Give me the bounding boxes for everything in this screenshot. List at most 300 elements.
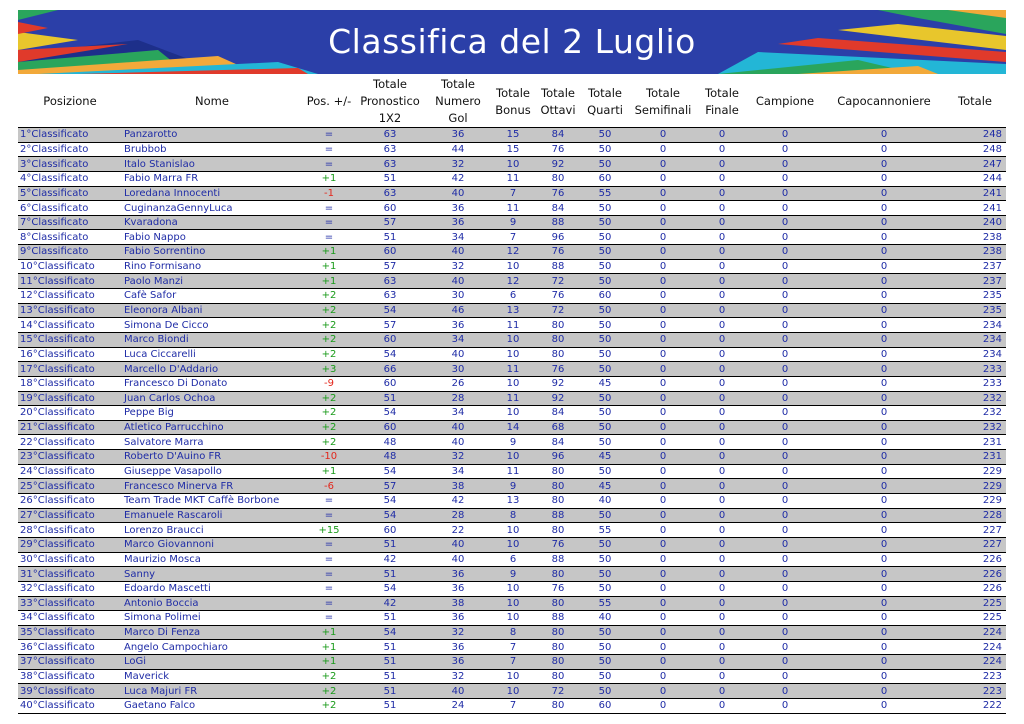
cell-pos-diff: -1 bbox=[302, 186, 356, 201]
cell-nome: Simona De Cicco bbox=[122, 318, 302, 333]
table-row bbox=[18, 450, 1006, 465]
cell-bonus: 7 bbox=[492, 640, 534, 655]
cell-pos-diff: = bbox=[302, 537, 356, 552]
table-row bbox=[18, 698, 1006, 713]
cell-numero-gol: 40 bbox=[424, 552, 492, 567]
cell-bonus: 15 bbox=[492, 128, 534, 143]
cell-finale: 0 bbox=[698, 376, 746, 391]
cell-semifinali: 0 bbox=[628, 537, 698, 552]
cell-finale: 0 bbox=[698, 464, 746, 479]
cell-campione: 0 bbox=[746, 450, 824, 465]
cell-posizione: 37°Classificato bbox=[18, 655, 122, 670]
cell-numero-gol: 34 bbox=[424, 332, 492, 347]
cell-pos-diff: = bbox=[302, 215, 356, 230]
cell-posizione: 27°Classificato bbox=[18, 508, 122, 523]
cell-posizione: 26°Classificato bbox=[18, 494, 122, 509]
table-row bbox=[18, 347, 1006, 362]
cell-posizione: 17°Classificato bbox=[18, 362, 122, 377]
cell-posizione: 33°Classificato bbox=[18, 596, 122, 611]
cell-finale: 0 bbox=[698, 245, 746, 260]
cell-posizione: 4°Classificato bbox=[18, 171, 122, 186]
header-posizione: Posizione bbox=[18, 76, 122, 128]
cell-quarti: 55 bbox=[582, 596, 628, 611]
cell-campione: 0 bbox=[746, 479, 824, 494]
cell-finale: 0 bbox=[698, 318, 746, 333]
table-row bbox=[18, 186, 1006, 201]
cell-pos-diff: +2 bbox=[302, 435, 356, 450]
table-row bbox=[18, 611, 1006, 626]
cell-finale: 0 bbox=[698, 303, 746, 318]
cell-numero-gol: 36 bbox=[424, 567, 492, 582]
cell-nome: Antonio Boccia bbox=[122, 596, 302, 611]
cell-bonus: 10 bbox=[492, 376, 534, 391]
cell-bonus: 10 bbox=[492, 523, 534, 538]
cell-posizione: 19°Classificato bbox=[18, 391, 122, 406]
table-row bbox=[18, 332, 1006, 347]
table-row bbox=[18, 523, 1006, 538]
cell-totale: 248 bbox=[944, 128, 1006, 143]
cell-ottavi: 80 bbox=[534, 347, 582, 362]
cell-quarti: 50 bbox=[582, 669, 628, 684]
cell-quarti: 50 bbox=[582, 464, 628, 479]
cell-finale: 0 bbox=[698, 669, 746, 684]
header-totale-bonus: Totale Bonus bbox=[492, 76, 534, 128]
cell-campione: 0 bbox=[746, 259, 824, 274]
cell-numero-gol: 32 bbox=[424, 157, 492, 172]
cell-pos-diff: = bbox=[302, 508, 356, 523]
cell-posizione: 25°Classificato bbox=[18, 479, 122, 494]
cell-ottavi: 88 bbox=[534, 259, 582, 274]
cell-quarti: 50 bbox=[582, 537, 628, 552]
cell-totale: 232 bbox=[944, 420, 1006, 435]
cell-pos-diff: +1 bbox=[302, 245, 356, 260]
cell-pronostico: 63 bbox=[356, 142, 424, 157]
cell-pos-diff: = bbox=[302, 230, 356, 245]
cell-quarti: 55 bbox=[582, 186, 628, 201]
cell-numero-gol: 38 bbox=[424, 479, 492, 494]
cell-quarti: 50 bbox=[582, 362, 628, 377]
cell-campione: 0 bbox=[746, 581, 824, 596]
cell-bonus: 10 bbox=[492, 684, 534, 699]
cell-capocannoniere: 0 bbox=[824, 698, 944, 713]
cell-finale: 0 bbox=[698, 698, 746, 713]
cell-ottavi: 80 bbox=[534, 171, 582, 186]
cell-totale: 226 bbox=[944, 552, 1006, 567]
cell-campione: 0 bbox=[746, 215, 824, 230]
cell-totale: 233 bbox=[944, 376, 1006, 391]
cell-capocannoniere: 0 bbox=[824, 435, 944, 450]
cell-capocannoniere: 0 bbox=[824, 230, 944, 245]
cell-numero-gol: 28 bbox=[424, 508, 492, 523]
cell-finale: 0 bbox=[698, 171, 746, 186]
cell-pronostico: 57 bbox=[356, 259, 424, 274]
cell-ottavi: 88 bbox=[534, 508, 582, 523]
cell-pronostico: 51 bbox=[356, 171, 424, 186]
cell-ottavi: 80 bbox=[534, 567, 582, 582]
cell-pronostico: 51 bbox=[356, 537, 424, 552]
cell-pronostico: 54 bbox=[356, 303, 424, 318]
cell-pos-diff: +2 bbox=[302, 332, 356, 347]
table-row bbox=[18, 303, 1006, 318]
cell-totale: 237 bbox=[944, 274, 1006, 289]
cell-ottavi: 76 bbox=[534, 142, 582, 157]
cell-numero-gol: 36 bbox=[424, 215, 492, 230]
cell-pos-diff: +2 bbox=[302, 669, 356, 684]
cell-numero-gol: 38 bbox=[424, 596, 492, 611]
table-row bbox=[18, 128, 1006, 143]
table-row bbox=[18, 259, 1006, 274]
table-row bbox=[18, 157, 1006, 172]
cell-pronostico: 54 bbox=[356, 625, 424, 640]
cell-pos-diff: +2 bbox=[302, 289, 356, 304]
cell-pos-diff: -6 bbox=[302, 479, 356, 494]
cell-capocannoniere: 0 bbox=[824, 640, 944, 655]
cell-posizione: 34°Classificato bbox=[18, 611, 122, 626]
cell-bonus: 10 bbox=[492, 347, 534, 362]
cell-finale: 0 bbox=[698, 508, 746, 523]
cell-ottavi: 80 bbox=[534, 318, 582, 333]
cell-campione: 0 bbox=[746, 391, 824, 406]
cell-totale: 234 bbox=[944, 332, 1006, 347]
cell-totale: 223 bbox=[944, 669, 1006, 684]
cell-pronostico: 66 bbox=[356, 362, 424, 377]
cell-totale: 229 bbox=[944, 479, 1006, 494]
cell-pos-diff: = bbox=[302, 611, 356, 626]
table-row bbox=[18, 435, 1006, 450]
cell-pos-diff: +2 bbox=[302, 684, 356, 699]
cell-posizione: 15°Classificato bbox=[18, 332, 122, 347]
cell-ottavi: 92 bbox=[534, 157, 582, 172]
cell-quarti: 50 bbox=[582, 640, 628, 655]
cell-finale: 0 bbox=[698, 406, 746, 421]
cell-pos-diff: = bbox=[302, 128, 356, 143]
cell-pronostico: 54 bbox=[356, 581, 424, 596]
cell-posizione: 38°Classificato bbox=[18, 669, 122, 684]
cell-nome: Fabio Nappo bbox=[122, 230, 302, 245]
cell-numero-gol: 28 bbox=[424, 391, 492, 406]
cell-totale: 232 bbox=[944, 391, 1006, 406]
cell-pronostico: 63 bbox=[356, 274, 424, 289]
cell-campione: 0 bbox=[746, 171, 824, 186]
cell-semifinali: 0 bbox=[628, 142, 698, 157]
cell-finale: 0 bbox=[698, 332, 746, 347]
cell-numero-gol: 34 bbox=[424, 406, 492, 421]
cell-bonus: 10 bbox=[492, 157, 534, 172]
cell-ottavi: 80 bbox=[534, 479, 582, 494]
cell-bonus: 7 bbox=[492, 655, 534, 670]
cell-nome: Paolo Manzi bbox=[122, 274, 302, 289]
cell-ottavi: 68 bbox=[534, 420, 582, 435]
cell-bonus: 10 bbox=[492, 596, 534, 611]
cell-semifinali: 0 bbox=[628, 332, 698, 347]
cell-totale: 224 bbox=[944, 655, 1006, 670]
cell-quarti: 50 bbox=[582, 625, 628, 640]
cell-totale: 244 bbox=[944, 171, 1006, 186]
cell-semifinali: 0 bbox=[628, 611, 698, 626]
cell-ottavi: 76 bbox=[534, 362, 582, 377]
cell-posizione: 1°Classificato bbox=[18, 128, 122, 143]
cell-pos-diff: +3 bbox=[302, 362, 356, 377]
cell-finale: 0 bbox=[698, 128, 746, 143]
ranking-table bbox=[18, 76, 1006, 714]
cell-numero-gol: 32 bbox=[424, 259, 492, 274]
cell-numero-gol: 36 bbox=[424, 201, 492, 216]
cell-numero-gol: 36 bbox=[424, 655, 492, 670]
cell-capocannoniere: 0 bbox=[824, 406, 944, 421]
cell-nome: Luca Ciccarelli bbox=[122, 347, 302, 362]
cell-pronostico: 60 bbox=[356, 523, 424, 538]
cell-pronostico: 42 bbox=[356, 552, 424, 567]
cell-posizione: 40°Classificato bbox=[18, 698, 122, 713]
cell-finale: 0 bbox=[698, 552, 746, 567]
cell-bonus: 11 bbox=[492, 201, 534, 216]
cell-pos-diff: +2 bbox=[302, 420, 356, 435]
cell-posizione: 8°Classificato bbox=[18, 230, 122, 245]
cell-campione: 0 bbox=[746, 318, 824, 333]
cell-ottavi: 80 bbox=[534, 464, 582, 479]
cell-capocannoniere: 0 bbox=[824, 479, 944, 494]
cell-nome: Roberto D'Auino FR bbox=[122, 450, 302, 465]
table-row bbox=[18, 479, 1006, 494]
cell-totale: 227 bbox=[944, 523, 1006, 538]
cell-ottavi: 76 bbox=[534, 289, 582, 304]
cell-campione: 0 bbox=[746, 362, 824, 377]
cell-capocannoniere: 0 bbox=[824, 362, 944, 377]
cell-campione: 0 bbox=[746, 523, 824, 538]
table-row bbox=[18, 420, 1006, 435]
cell-numero-gol: 42 bbox=[424, 494, 492, 509]
cell-totale: 224 bbox=[944, 640, 1006, 655]
cell-finale: 0 bbox=[698, 523, 746, 538]
cell-capocannoniere: 0 bbox=[824, 274, 944, 289]
cell-quarti: 60 bbox=[582, 289, 628, 304]
cell-posizione: 11°Classificato bbox=[18, 274, 122, 289]
cell-pos-diff: +1 bbox=[302, 625, 356, 640]
cell-quarti: 50 bbox=[582, 684, 628, 699]
cell-numero-gol: 32 bbox=[424, 625, 492, 640]
cell-numero-gol: 40 bbox=[424, 684, 492, 699]
cell-campione: 0 bbox=[746, 611, 824, 626]
cell-capocannoniere: 0 bbox=[824, 259, 944, 274]
cell-capocannoniere: 0 bbox=[824, 669, 944, 684]
cell-capocannoniere: 0 bbox=[824, 332, 944, 347]
cell-pos-diff: = bbox=[302, 552, 356, 567]
cell-pos-diff: = bbox=[302, 142, 356, 157]
cell-pronostico: 57 bbox=[356, 479, 424, 494]
cell-bonus: 10 bbox=[492, 259, 534, 274]
header-campione: Campione bbox=[746, 76, 824, 128]
cell-semifinali: 0 bbox=[628, 684, 698, 699]
title-banner bbox=[18, 10, 1006, 74]
cell-semifinali: 0 bbox=[628, 640, 698, 655]
cell-finale: 0 bbox=[698, 625, 746, 640]
cell-ottavi: 72 bbox=[534, 684, 582, 699]
cell-posizione: 21°Classificato bbox=[18, 420, 122, 435]
cell-quarti: 50 bbox=[582, 581, 628, 596]
table-row bbox=[18, 508, 1006, 523]
cell-pronostico: 54 bbox=[356, 464, 424, 479]
cell-quarti: 50 bbox=[582, 567, 628, 582]
cell-campione: 0 bbox=[746, 289, 824, 304]
cell-pronostico: 51 bbox=[356, 684, 424, 699]
table-row bbox=[18, 655, 1006, 670]
cell-semifinali: 0 bbox=[628, 376, 698, 391]
cell-finale: 0 bbox=[698, 274, 746, 289]
cell-quarti: 45 bbox=[582, 376, 628, 391]
cell-nome: Salvatore Marra bbox=[122, 435, 302, 450]
header-totale-semifinali: Totale Semifinali bbox=[628, 76, 698, 128]
cell-totale: 229 bbox=[944, 464, 1006, 479]
cell-numero-gol: 30 bbox=[424, 289, 492, 304]
cell-numero-gol: 36 bbox=[424, 318, 492, 333]
cell-semifinali: 0 bbox=[628, 362, 698, 377]
cell-posizione: 3°Classificato bbox=[18, 157, 122, 172]
cell-pronostico: 48 bbox=[356, 450, 424, 465]
page-title: Classifica del 2 Luglio bbox=[328, 22, 696, 61]
cell-numero-gol: 34 bbox=[424, 464, 492, 479]
cell-campione: 0 bbox=[746, 420, 824, 435]
cell-totale: 229 bbox=[944, 494, 1006, 509]
cell-nome: Edoardo Mascetti bbox=[122, 581, 302, 596]
cell-nome: Francesco Di Donato bbox=[122, 376, 302, 391]
cell-pronostico: 63 bbox=[356, 157, 424, 172]
cell-campione: 0 bbox=[746, 625, 824, 640]
table-row bbox=[18, 669, 1006, 684]
cell-campione: 0 bbox=[746, 128, 824, 143]
cell-semifinali: 0 bbox=[628, 171, 698, 186]
cell-pronostico: 51 bbox=[356, 391, 424, 406]
cell-pronostico: 54 bbox=[356, 494, 424, 509]
table-row bbox=[18, 684, 1006, 699]
cell-nome: Peppe Big bbox=[122, 406, 302, 421]
cell-semifinali: 0 bbox=[628, 479, 698, 494]
cell-semifinali: 0 bbox=[628, 274, 698, 289]
cell-ottavi: 88 bbox=[534, 215, 582, 230]
cell-semifinali: 0 bbox=[628, 567, 698, 582]
cell-bonus: 6 bbox=[492, 552, 534, 567]
cell-semifinali: 0 bbox=[628, 303, 698, 318]
cell-pos-diff: +15 bbox=[302, 523, 356, 538]
cell-numero-gol: 34 bbox=[424, 230, 492, 245]
cell-pos-diff: +1 bbox=[302, 274, 356, 289]
cell-semifinali: 0 bbox=[628, 259, 698, 274]
cell-campione: 0 bbox=[746, 494, 824, 509]
cell-totale: 226 bbox=[944, 567, 1006, 582]
cell-bonus: 10 bbox=[492, 581, 534, 596]
cell-nome: Italo Stanislao bbox=[122, 157, 302, 172]
cell-numero-gol: 42 bbox=[424, 171, 492, 186]
cell-finale: 0 bbox=[698, 186, 746, 201]
cell-capocannoniere: 0 bbox=[824, 508, 944, 523]
cell-quarti: 50 bbox=[582, 655, 628, 670]
cell-semifinali: 0 bbox=[628, 347, 698, 362]
cell-totale: 231 bbox=[944, 435, 1006, 450]
cell-campione: 0 bbox=[746, 376, 824, 391]
cell-nome: Marco Biondi bbox=[122, 332, 302, 347]
cell-bonus: 10 bbox=[492, 537, 534, 552]
cell-bonus: 10 bbox=[492, 406, 534, 421]
table-row bbox=[18, 245, 1006, 260]
cell-capocannoniere: 0 bbox=[824, 318, 944, 333]
cell-numero-gol: 36 bbox=[424, 640, 492, 655]
table-row bbox=[18, 464, 1006, 479]
cell-nome: Gaetano Falco bbox=[122, 698, 302, 713]
cell-finale: 0 bbox=[698, 567, 746, 582]
cell-bonus: 11 bbox=[492, 318, 534, 333]
cell-posizione: 14°Classificato bbox=[18, 318, 122, 333]
cell-nome: Simona Polimei bbox=[122, 611, 302, 626]
cell-totale: 240 bbox=[944, 215, 1006, 230]
cell-totale: 223 bbox=[944, 684, 1006, 699]
cell-quarti: 50 bbox=[582, 157, 628, 172]
cell-semifinali: 0 bbox=[628, 128, 698, 143]
cell-semifinali: 0 bbox=[628, 435, 698, 450]
cell-pronostico: 57 bbox=[356, 215, 424, 230]
cell-quarti: 50 bbox=[582, 332, 628, 347]
cell-campione: 0 bbox=[746, 435, 824, 450]
cell-posizione: 10°Classificato bbox=[18, 259, 122, 274]
table-header-row bbox=[18, 76, 1006, 128]
cell-capocannoniere: 0 bbox=[824, 289, 944, 304]
cell-pronostico: 51 bbox=[356, 567, 424, 582]
cell-campione: 0 bbox=[746, 655, 824, 670]
cell-pronostico: 63 bbox=[356, 186, 424, 201]
cell-nome: Maverick bbox=[122, 669, 302, 684]
cell-quarti: 50 bbox=[582, 391, 628, 406]
cell-campione: 0 bbox=[746, 347, 824, 362]
cell-pos-diff: +2 bbox=[302, 406, 356, 421]
cell-semifinali: 0 bbox=[628, 464, 698, 479]
cell-totale: 247 bbox=[944, 157, 1006, 172]
cell-pronostico: 60 bbox=[356, 376, 424, 391]
cell-capocannoniere: 0 bbox=[824, 684, 944, 699]
cell-quarti: 60 bbox=[582, 171, 628, 186]
cell-quarti: 40 bbox=[582, 611, 628, 626]
cell-posizione: 7°Classificato bbox=[18, 215, 122, 230]
cell-pronostico: 51 bbox=[356, 669, 424, 684]
cell-ottavi: 76 bbox=[534, 186, 582, 201]
cell-capocannoniere: 0 bbox=[824, 537, 944, 552]
cell-bonus: 11 bbox=[492, 391, 534, 406]
table-row bbox=[18, 274, 1006, 289]
cell-totale: 232 bbox=[944, 406, 1006, 421]
cell-posizione: 35°Classificato bbox=[18, 625, 122, 640]
cell-posizione: 23°Classificato bbox=[18, 450, 122, 465]
cell-quarti: 40 bbox=[582, 494, 628, 509]
cell-bonus: 12 bbox=[492, 245, 534, 260]
cell-bonus: 10 bbox=[492, 450, 534, 465]
cell-semifinali: 0 bbox=[628, 508, 698, 523]
cell-posizione: 12°Classificato bbox=[18, 289, 122, 304]
cell-pos-diff: = bbox=[302, 581, 356, 596]
cell-capocannoniere: 0 bbox=[824, 128, 944, 143]
cell-totale: 235 bbox=[944, 303, 1006, 318]
cell-pronostico: 48 bbox=[356, 435, 424, 450]
cell-bonus: 9 bbox=[492, 215, 534, 230]
cell-semifinali: 0 bbox=[628, 523, 698, 538]
cell-finale: 0 bbox=[698, 611, 746, 626]
cell-pronostico: 60 bbox=[356, 245, 424, 260]
cell-ottavi: 76 bbox=[534, 245, 582, 260]
cell-ottavi: 92 bbox=[534, 376, 582, 391]
table-row bbox=[18, 201, 1006, 216]
cell-bonus: 15 bbox=[492, 142, 534, 157]
cell-totale: 225 bbox=[944, 611, 1006, 626]
cell-ottavi: 96 bbox=[534, 230, 582, 245]
cell-capocannoniere: 0 bbox=[824, 464, 944, 479]
cell-posizione: 6°Classificato bbox=[18, 201, 122, 216]
table-row bbox=[18, 215, 1006, 230]
